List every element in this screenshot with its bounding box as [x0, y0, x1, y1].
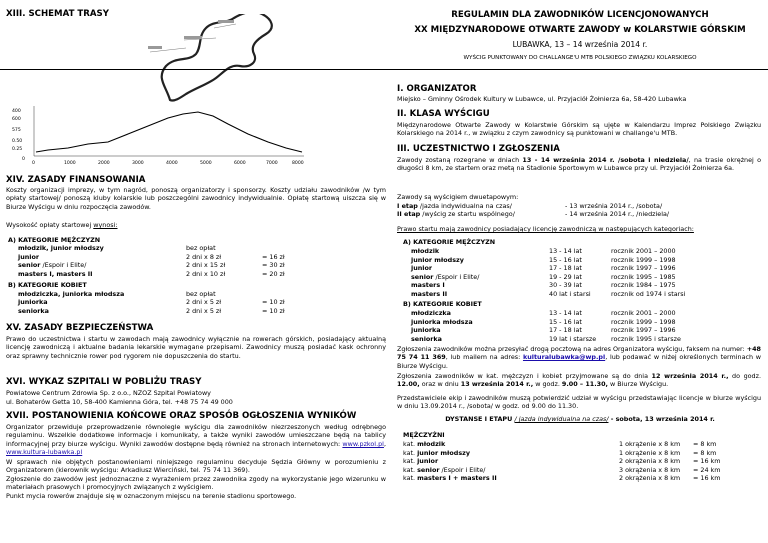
fee-intro-underlined: wynosi: [93, 221, 118, 229]
section-17-p1-text: Organizator przewiduje przeprowadzenie równolegle wyścigu dla zawodników niezrzeszonych według odrębnego regulaminu. Wszelkie dodatkowe informacje i komunikaty, a także wyniki zawodów umieszczane będą na tablicy informacyjnej przy biurze wyścigu. Wyniki zawodów dostępne będą również na stronach internetowych: [6, 423, 386, 448]
x-tick: 8000 [292, 161, 304, 166]
distance-km: = 16 km [693, 474, 721, 482]
distance-name: senior [417, 465, 440, 474]
stage-1-date: - 13 września 2014 r., /sobota/ [565, 201, 663, 210]
distance-name: junior [417, 457, 439, 465]
fee-category-women: B) KATEGORIE KOBIET [8, 281, 87, 289]
category-name: junior młodszy [411, 255, 464, 264]
section-14-p2 [6, 221, 118, 229]
category-year: rocznik 2001 – 2000 [611, 247, 676, 255]
category-year: rocznik 1997 – 1996 [611, 264, 676, 272]
category-name: seniorka [411, 334, 442, 343]
distance-row [403, 440, 763, 449]
category-age: 13 - 14 lat [549, 309, 582, 317]
distance-laps: 1 okrążenie x 8 km [619, 440, 681, 448]
license-confirmation: Przedstawiciele ekip i zawodników muszą potwierdzić udział w wyścigu przedstawiając licencje w biurze wyścigu w dniu 13.09.2014 r., /sobota/ w godz. od 9.00 do 11.30. [397, 394, 761, 411]
distance-name: masters I + masters II [417, 474, 497, 482]
section-3-p1 [397, 156, 761, 173]
distances-title-c: - sobota, 13 września 2014 r. [608, 415, 715, 423]
distance-pre: kat. [403, 465, 418, 474]
category-women: B) KATEGORIE KOBIET [403, 300, 482, 308]
category-name: juniorka [411, 326, 441, 334]
category-name: masters I [411, 281, 445, 289]
race-dates: 13 - 14 września 2014 r. /sobota i niedziela/ [522, 156, 689, 164]
y-tick: 600 [12, 117, 21, 122]
stage-2-date: - 14 września 2014 r., /niedziela/ [565, 210, 670, 218]
fee-row-sum: = 10 zł [262, 298, 285, 306]
category-name: senior [411, 272, 434, 281]
distance-pre: kat. [403, 474, 418, 482]
distance-km: = 24 km [693, 465, 721, 474]
link-separator: , [383, 439, 386, 448]
stages-intro: Zawody są wyścigiem dwuetapowym: [397, 193, 519, 201]
hospital-address: ul. Bohaterów Getta 10, 58-400 Kamienna Góra, tel. +48 75 74 49 000 [6, 398, 233, 406]
distance-pre: kat. [403, 440, 418, 448]
fee-row-fee: bez opłat [186, 289, 216, 298]
x-tick: 0 [32, 161, 35, 166]
category-age: 40 lat i starsi [549, 289, 591, 298]
reg-text: Zgłoszenia zawodników można przesyłać drogą pocztową na adres Organizatora wyścigu, faksem na numer: [397, 345, 747, 353]
stage-2-label: II etap [397, 210, 421, 218]
section-14-title: XIV. ZASADY FINANSOWANIA [6, 175, 146, 185]
route-map [126, 14, 296, 102]
distances-title-a: DYSTANSE I ETAPU [445, 415, 515, 423]
section-14-p1: Koszty organizacji imprezy, w tym nagród, ponoszą organizatorzy i sponsorzy. Koszty udziału zawodników /w tym opłaty startowej/ ponoszą kluby kolarskie lub poszczególni zawodnicy indywidualnie. Opłatę startową uiszcza się w Biurze Wyścigu w dniu rozpoczęcia zawodów. [6, 186, 386, 211]
route-label-mark [148, 46, 162, 49]
distances-table [403, 440, 763, 483]
category-name: juniorka młodsza [411, 317, 473, 326]
deadline-date-2: 13 września 2014 r., [460, 380, 534, 389]
section-16-title: XVI. WYKAZ SZPITALI W POBLIŻU TRASY [6, 377, 202, 387]
deadline-time-2: 9.00 – 11.30, [561, 380, 608, 389]
category-name: masters II [411, 289, 448, 298]
category-row [411, 256, 763, 265]
distance-row [403, 457, 763, 466]
distance-laps: 2 okrążenia x 8 km [619, 474, 681, 482]
reg-text-end: , lub podawać w niżej określonych terminach w Biurze Wyścigu. [397, 353, 761, 370]
y-tick: 0.50 [12, 139, 23, 144]
category-year: rocznik 2001 – 2000 [611, 309, 676, 317]
x-tick: 5000 [200, 161, 212, 166]
section-13-title: XIII. SCHEMAT TRASY [6, 9, 109, 19]
fee-row-fee: 2 dni x 5 zł [186, 306, 222, 315]
reg-text-mid: , lub mailem na adres: [445, 353, 523, 362]
category-row [411, 281, 763, 290]
elevation-line [36, 112, 302, 152]
distance-km: = 8 km [693, 448, 717, 457]
doc-title: REGULAMIN DLA ZAWODNIKÓW LICENCJONOWANYCH [451, 10, 709, 20]
category-year: rocznik 1997 – 1996 [611, 326, 676, 334]
hospital-name: Powiatowe Centrum Zdrowia Sp. z o.o., NZOZ Szpital Powiatowy [6, 389, 211, 397]
header-rule [0, 69, 768, 70]
deadline-text: Zgłoszenia zawodników w kat. mężczyzn i kobiet przyjmowane są do dnia [397, 372, 652, 380]
fee-intro: Wysokość opłaty startowej [6, 221, 94, 229]
y-tick: 0 [22, 157, 25, 162]
distances-men: MĘŻCZYŹNI [403, 431, 445, 439]
category-row [411, 247, 763, 256]
category-men: A) KATEGORIE MĘŻCZYZN [403, 238, 496, 246]
section-1-title: I. ORGANIZATOR [397, 84, 477, 94]
fee-row-sum: = 10 zł [262, 306, 285, 315]
stage-1-desc: /jazda indywidualna na czas/ [417, 201, 512, 210]
registration-deadline [397, 372, 761, 389]
category-row [411, 264, 763, 273]
x-tick: 4000 [166, 161, 178, 166]
distance-laps: 1 okrążenie x 8 km [619, 448, 681, 457]
distance-km: = 16 km [693, 457, 721, 465]
fee-row-name: senior /Espoir i Elite/ [18, 261, 87, 269]
fee-row-name: masters I, masters II [18, 269, 93, 278]
fee-row-sum: = 20 zł [262, 269, 285, 278]
category-name: junior [411, 264, 433, 272]
distances-title-b: / jazda indywidualna na czas/ [514, 415, 609, 423]
deadline-text: w Biurze Wyścigu. [607, 380, 669, 389]
distance-extra: /Espoir i Elite/ [439, 465, 486, 474]
deadline-text: w godz. [533, 380, 562, 389]
distances-title [397, 415, 763, 423]
fee-row-fee: 2 dni x 10 zł [186, 269, 226, 278]
category-year: rocznik 1984 – 1975 [611, 281, 676, 289]
fax-number: +48 75 74 11 369 [397, 345, 761, 362]
fee-row-name: juniorka [18, 298, 48, 306]
distance-row [403, 449, 763, 458]
category-row [411, 290, 763, 299]
x-tick: 3000 [132, 161, 144, 166]
section-3-title: III. UCZESTNICTWO I ZGŁOSZENIA [397, 144, 560, 154]
pzkol-link[interactable]: www.pzkol.pl [342, 439, 384, 448]
distance-laps: 3 okrążenia x 8 km [619, 465, 681, 474]
x-tick: 6000 [234, 161, 246, 166]
category-age: 30 - 39 lat [549, 281, 582, 289]
category-row [411, 273, 763, 282]
distance-name: młodzik [417, 440, 446, 448]
distance-row [403, 466, 763, 475]
eligibility-text: Prawo startu mają zawodnicy posiadający licencję zawodniczą w następujących kategoriach: [397, 225, 694, 233]
category-year: rocznik 1995 i starsze [611, 334, 681, 343]
category-row [411, 326, 763, 335]
fee-row-name: junior [18, 252, 40, 261]
section-1-text: Miejsko – Gminny Ośrodek Kultury w Lubawce, ul. Przyjaciół Żołnierza 6a, 58-420 Lubawka [397, 95, 687, 103]
route-label-mark [184, 36, 202, 39]
category-year: rocznik od 1974 i starsi [611, 289, 686, 298]
category-age: 15 - 16 lat [549, 317, 582, 326]
distance-row [403, 474, 763, 483]
route-label-mark [218, 20, 234, 23]
fee-row-name: młodziczka, juniorka młodsza [18, 289, 125, 298]
category-extra: /Espoir i Elite/ [433, 272, 480, 281]
event-date: LUBAWKA, 13 – 14 września 2014 r. [512, 40, 648, 49]
p1-text-end: , na trasie okrężnej o długości 8 km, ze startem oraz metą na Stadionie Sportowym w Lubawce przy ul. Przyjaciół Żołnierza 6a. [397, 156, 761, 173]
y-tick: 0.25 [12, 147, 23, 152]
distance-km: = 8 km [693, 440, 717, 448]
section-2-text: Międzynarodowe Otwarte Zawody w Kolarstwie Górskim są ujęte w Kalendarzu Imprez Polskiego Związku Kolarskiego na 2014 r., w związku z czym zawodnicy są punktowani w challange'u MTB. [397, 121, 761, 138]
stage-1-label: I etap [397, 201, 418, 210]
distance-pre: kat. [403, 448, 418, 457]
fee-row-name: seniorka [18, 306, 49, 315]
x-tick: 1000 [64, 161, 76, 166]
deadline-date-1: 12 września 2014 r., [651, 372, 729, 380]
fee-row-sum: = 16 zł [262, 252, 285, 261]
category-age: 19 - 29 lat [549, 272, 582, 281]
y-tick: 575 [12, 128, 21, 133]
fee-row-fee: 2 dni x 8 zł [186, 252, 222, 261]
section-15-text: Prawo do uczestnictwa i startu w zawodach mają zawodnicy wyłącznie na rowerach górskich, posiadający aktualną licencję zawodniczą i aktualne badania lekarskie wymagane przepisami. Zawodnicy muszą posiadać kask ochronny oraz sprawny technicznie rower pod rygorem nie dopuszczenia do startu. [6, 335, 386, 360]
section-17-p4: Punkt mycia rowerów znajduje się w oznaczonym miejscu na terenie stadionu sportowego. [6, 492, 297, 500]
distance-laps: 2 okrążenia x 8 km [619, 457, 681, 465]
distance-name: junior młodszy [417, 448, 471, 457]
category-age: 19 lat i starsze [549, 334, 597, 343]
fee-row-sum: = 30 zł [262, 261, 285, 269]
fee-row-fee: 2 dni x 5 zł [186, 298, 222, 306]
elevation-profile [8, 104, 308, 166]
event-subtitle: WYŚCIG PUNKTOWANY DO CHALLANGE'U MTB POLSKIEGO ZWIĄZKU KOLARSKIEGO [463, 55, 697, 61]
category-age: 15 - 16 lat [549, 255, 582, 264]
email-link[interactable]: kulturalubawka@wp.pl [522, 353, 606, 362]
section-15-title: XV. ZASADY BEZPIECZEŃSTWA [6, 323, 154, 333]
category-age: 17 - 18 lat [549, 264, 582, 272]
section-17-p2: W sprawach nie objętych postanowieniami niniejszego regulaminu decyduje Sędzia Główny w porozumieniu z Organizatorem (kierownik wyścigu: Arkadiusz Wierciński, tel. 75 74 11 369). [6, 458, 386, 475]
y-tick: 400 [12, 109, 21, 114]
category-men-table [411, 247, 763, 298]
route-line [162, 14, 272, 101]
category-year: rocznik 1999 – 1998 [611, 317, 676, 326]
fee-row-name: młodzik, junior młodszy [18, 244, 104, 252]
distance-pre: kat. [403, 457, 418, 465]
category-row [411, 309, 763, 318]
stage-2 [397, 210, 515, 218]
category-age: 17 - 18 lat [549, 326, 582, 334]
category-name: młodzik [411, 247, 440, 255]
deadline-text: oraz w dniu [419, 380, 461, 389]
deadline-time-1: 12.00, [397, 380, 420, 389]
category-row [411, 335, 763, 344]
stage-2-desc: /wyścig ze startu wspólnego/ [420, 210, 515, 218]
registration-text [397, 345, 761, 370]
x-tick: 7000 [266, 161, 278, 166]
fee-category-men: A) KATEGORIE MĘŻCZYZN [8, 236, 101, 244]
category-year: rocznik 1999 – 1998 [611, 255, 676, 264]
section-2-title: II. KLASA WYŚCIGU [397, 109, 490, 119]
kultura-lubawka-link[interactable]: www.kultura-lubawka.pl [6, 448, 83, 457]
section-17-p3: Zgłoszenie do zawodów jest jednoznaczne z wyrażeniem przez zawodnika zgody na wykorzystanie jego wizerunku w materiałach prasowych i promocyjnych związanych z wyścigiem. [6, 475, 386, 492]
category-age: 13 - 14 lat [549, 247, 582, 255]
deadline-text: do godz. [728, 372, 761, 380]
section-17-title: XVII. POSTANOWIENIA KOŃCOWE ORAZ SPOSÓB OGŁOSZENIA WYNIKÓW [6, 411, 357, 421]
section-17-p1 [6, 423, 386, 457]
category-women-table [411, 309, 763, 343]
p1-text: Zawody zostaną rozegrane w dniach [397, 156, 523, 164]
category-year: rocznik 1995 – 1985 [611, 272, 676, 281]
fee-row-fee: 2 dni x 15 zł [186, 261, 226, 269]
stage-1 [397, 202, 512, 210]
category-row [411, 318, 763, 327]
category-name: młodziczka [411, 309, 451, 317]
event-title: XX MIĘDZYNARODOWE OTWARTE ZAWODY w KOLARSTWIE GÓRSKIM [414, 25, 746, 35]
x-tick: 2000 [98, 161, 110, 166]
fee-row-fee: bez opłat [186, 244, 216, 252]
